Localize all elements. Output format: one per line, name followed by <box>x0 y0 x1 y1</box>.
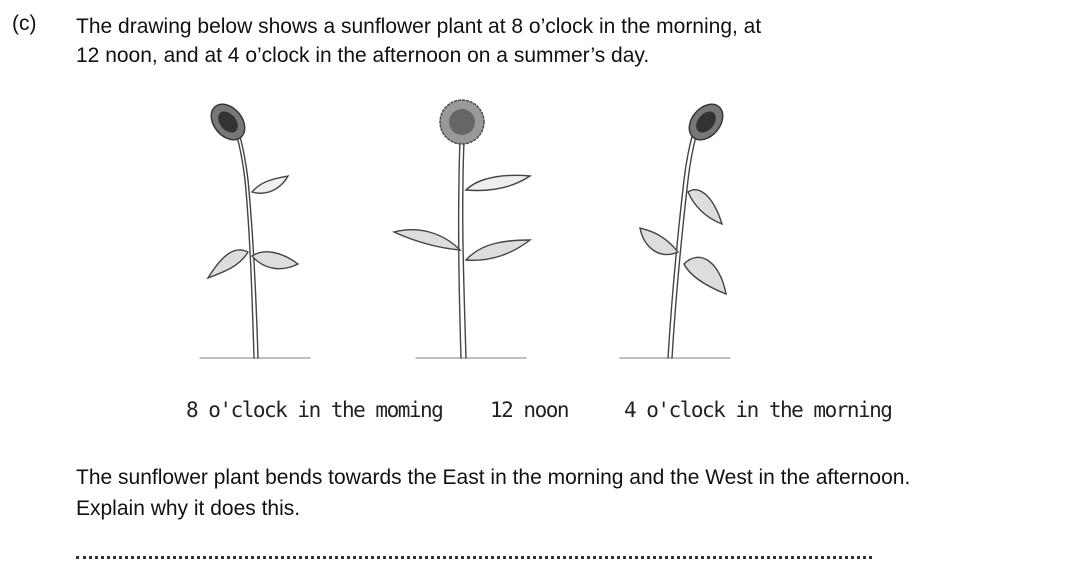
sunflower-plant-afternoon <box>620 98 730 358</box>
sunflower-drawing <box>190 92 750 372</box>
prompt-line-1: The sunflower plant bends towards the East in the morning and the West in the afternoon. <box>76 466 911 489</box>
caption-afternoon: 4 o'clock in the morning <box>624 398 892 422</box>
sunflower-plant-noon <box>394 100 530 358</box>
caption-noon: 12 noon <box>490 398 569 422</box>
question-line-2: 12 noon, and at 4 o’clock in the afternoon on a summer’s day. <box>76 44 650 67</box>
question-text <box>76 12 761 70</box>
question-line-1: The drawing below shows a sunflower plant at 8 o’clock in the morning, at <box>76 15 762 38</box>
question-label: (c) <box>12 12 37 35</box>
sunflower-plant-morning <box>200 98 310 358</box>
answer-line[interactable] <box>76 556 872 559</box>
explain-prompt <box>76 462 910 524</box>
prompt-line-2: Explain why it does this. <box>76 497 301 520</box>
caption-morning: 8 o'clock in the moming <box>186 398 443 422</box>
